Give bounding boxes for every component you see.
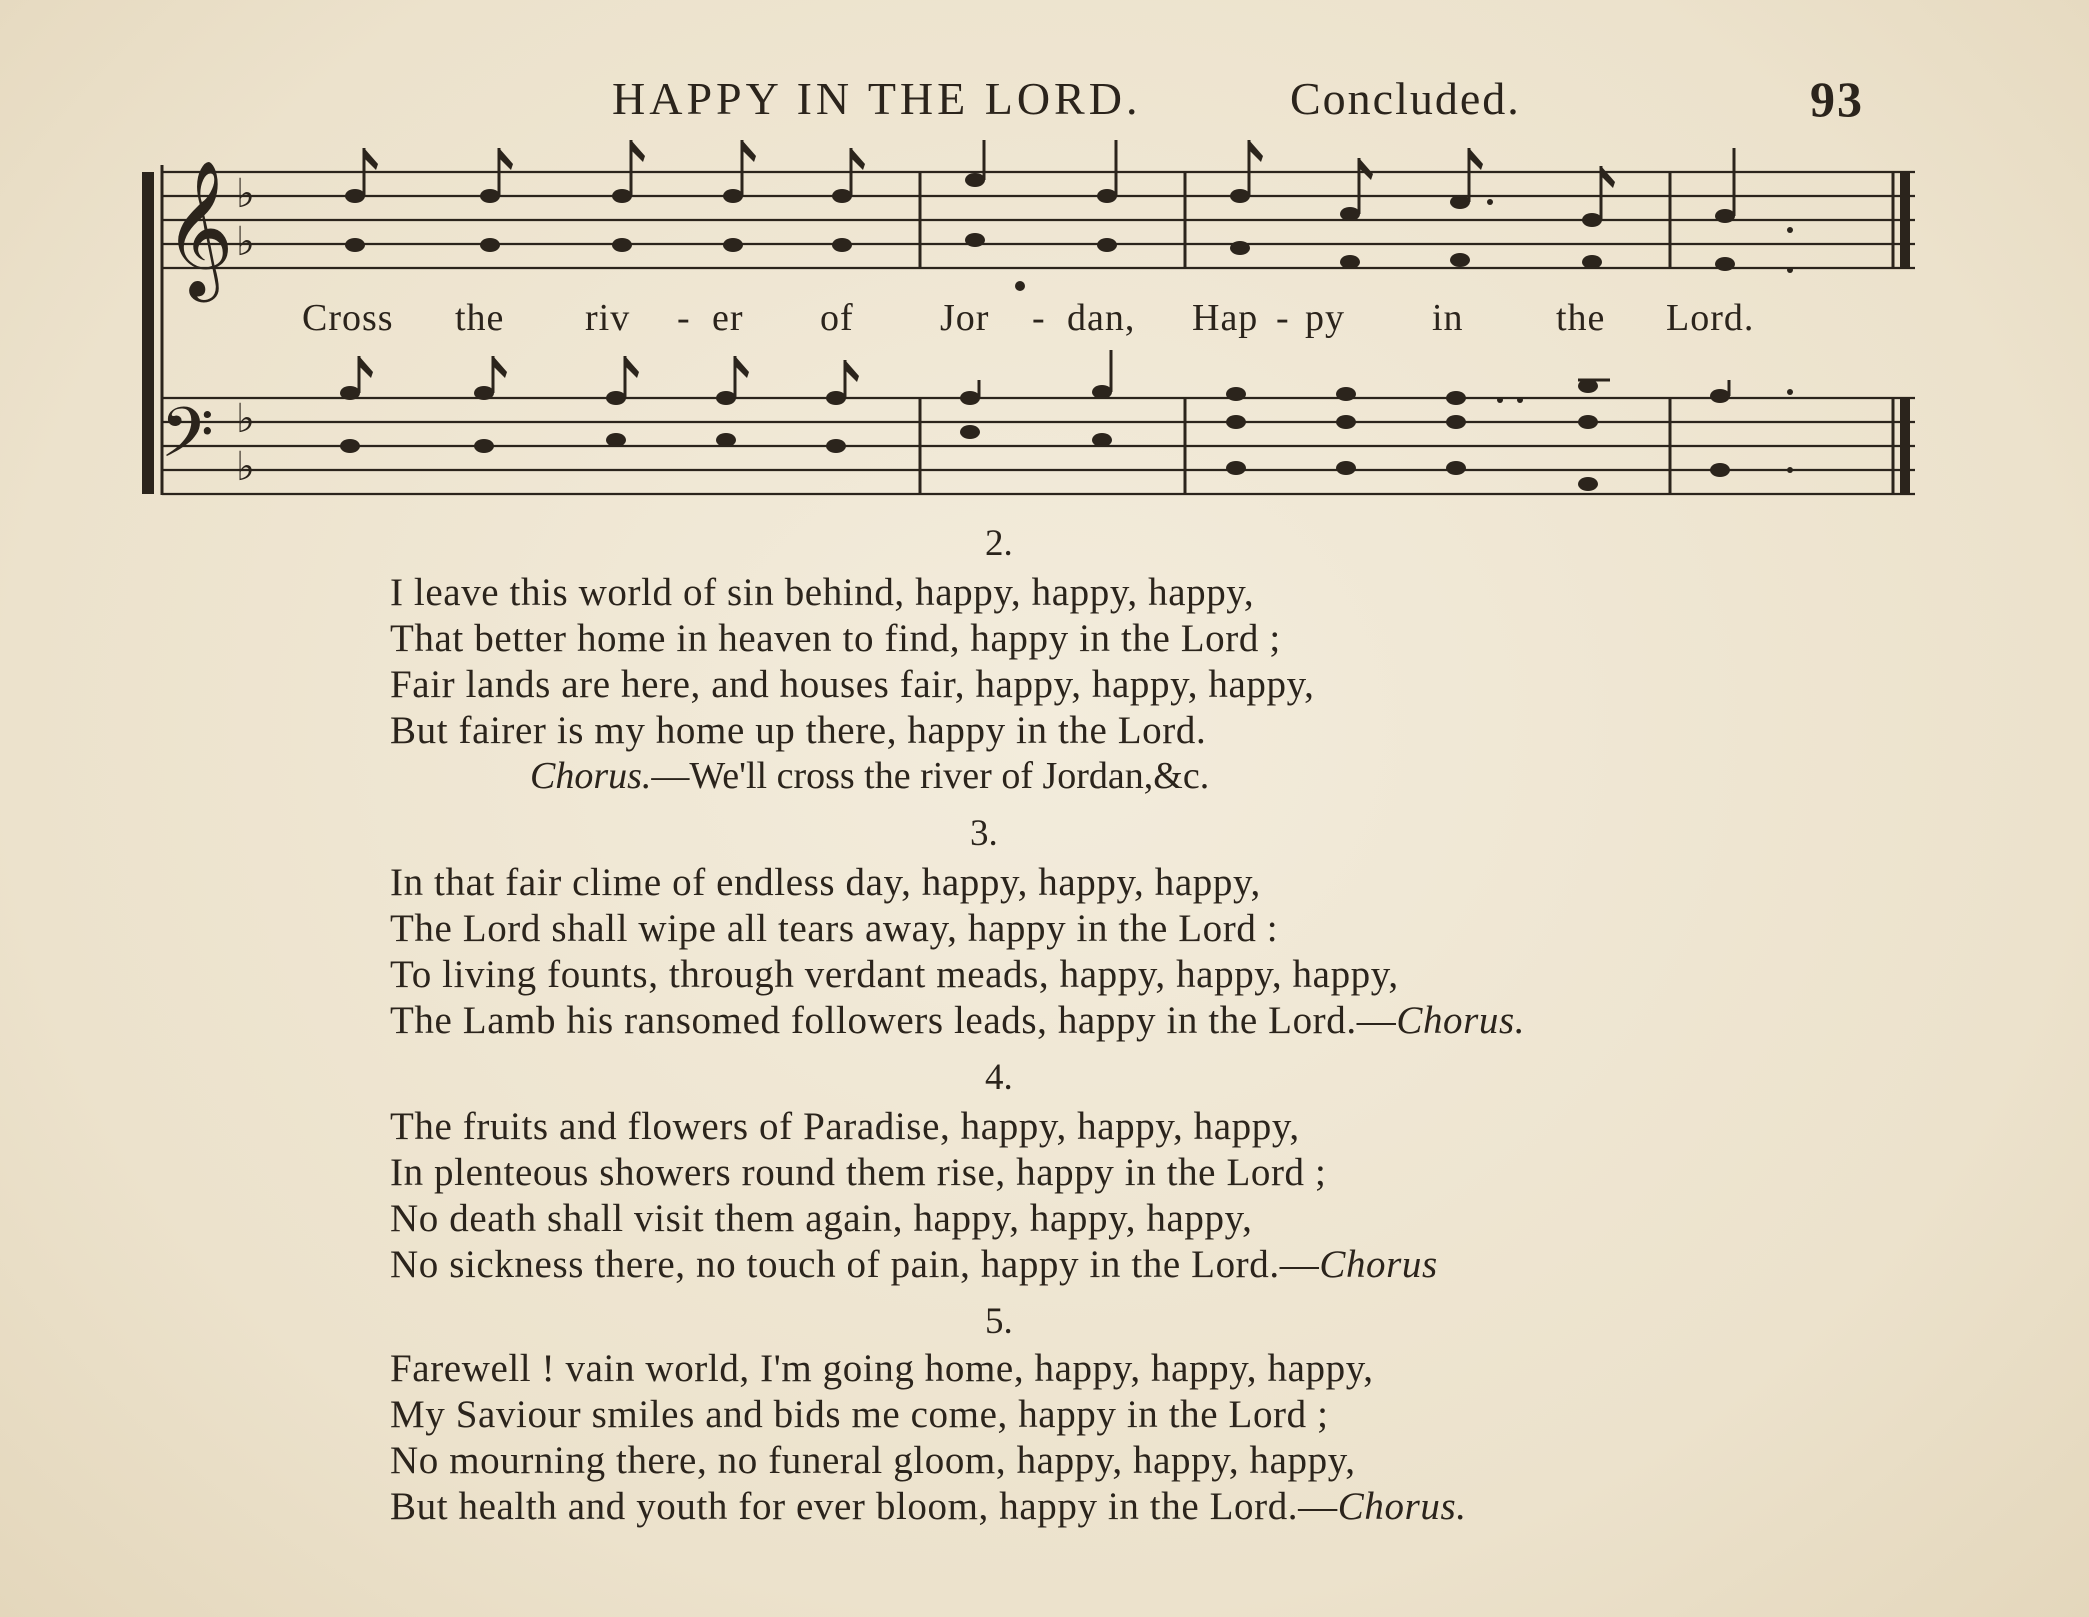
verse-line: That better home in heaven to find, happy in the Lord ; bbox=[390, 617, 1281, 660]
note bbox=[1340, 158, 1373, 269]
verse-number: 3. bbox=[970, 813, 998, 854]
note bbox=[1582, 166, 1615, 269]
note bbox=[340, 356, 373, 453]
treble-staff bbox=[162, 172, 1915, 268]
lyric-word: of bbox=[820, 297, 854, 339]
note bbox=[716, 356, 749, 447]
note bbox=[1336, 387, 1356, 475]
treble-flat-icon: ♭ bbox=[236, 219, 255, 265]
verse-number: 2. bbox=[985, 523, 1013, 564]
lyric-word: dan, bbox=[1067, 297, 1136, 339]
note bbox=[474, 356, 507, 453]
verse-line: The fruits and flowers of Paradise, happy, happy, happy, bbox=[390, 1105, 1300, 1148]
note bbox=[1450, 148, 1493, 267]
verse-line: To living founts, through verdant meads, happy, happy, happy, bbox=[390, 953, 1399, 996]
note bbox=[1710, 380, 1793, 477]
note bbox=[345, 148, 378, 252]
system-brace bbox=[142, 172, 154, 494]
chorus-label: Chorus. bbox=[1396, 999, 1526, 1042]
note bbox=[1578, 379, 1610, 491]
note bbox=[826, 360, 859, 453]
verse-line bbox=[390, 1484, 1467, 1529]
note bbox=[1230, 140, 1263, 255]
lyric-word: the bbox=[1556, 297, 1606, 339]
note bbox=[1446, 391, 1523, 475]
lyric-word: - bbox=[1276, 297, 1290, 339]
verse-line-text: No sickness there, no touch of pain, happy in the Lord.— bbox=[390, 1243, 1320, 1286]
verse-line: Farewell ! vain world, I'm going home, happy, happy, happy, bbox=[390, 1347, 1374, 1390]
lyric-word: Hap bbox=[1192, 297, 1259, 339]
verse-number: 5. bbox=[985, 1301, 1013, 1342]
bass-flat-icon: ♭ bbox=[236, 444, 255, 490]
lyric-word: - bbox=[677, 297, 691, 339]
lyric-word: the bbox=[455, 297, 505, 339]
verse-number: 4. bbox=[985, 1057, 1013, 1098]
verse-line-text: The Lamb his ransomed followers leads, happy in the Lord.— bbox=[390, 999, 1397, 1042]
lyric-word: er bbox=[712, 297, 744, 339]
note bbox=[960, 380, 980, 439]
chorus-label: Chorus bbox=[1319, 1243, 1438, 1286]
page-number: 93 bbox=[1810, 71, 1864, 127]
chorus-label: Chorus. bbox=[1337, 1485, 1467, 1528]
lyric-word: py bbox=[1305, 297, 1345, 339]
treble-clef-icon: 𝄞 bbox=[164, 158, 234, 296]
lyric-word: Cross bbox=[302, 297, 394, 339]
chorus-text: —We'll cross the river of Jordan,&c. bbox=[651, 755, 1210, 797]
music-score bbox=[0, 0, 2089, 520]
chorus-line bbox=[530, 754, 1209, 798]
bass-flat-icon: ♭ bbox=[236, 396, 255, 442]
note bbox=[965, 140, 985, 247]
lyric-word: - bbox=[1032, 297, 1046, 339]
hymn-subtitle: Concluded. bbox=[1290, 73, 1521, 124]
verse-line bbox=[390, 1242, 1438, 1287]
note bbox=[832, 148, 865, 252]
verse-line: No death shall visit them again, happy, happy, happy, bbox=[390, 1197, 1253, 1240]
verse-line: No mourning there, no funeral gloom, happy, happy, happy, bbox=[390, 1439, 1356, 1482]
final-barline-bass bbox=[1900, 398, 1910, 494]
bass-staff bbox=[162, 398, 1915, 494]
lyric-word: riv bbox=[585, 297, 631, 339]
final-barline-treble bbox=[1900, 172, 1910, 268]
note bbox=[606, 356, 639, 447]
note bbox=[1226, 387, 1246, 475]
lyric-word: Jor bbox=[940, 297, 990, 339]
verse-line: In plenteous showers round them rise, happy in the Lord ; bbox=[390, 1151, 1327, 1194]
verse-line: Fair lands are here, and houses fair, happy, happy, happy, bbox=[390, 663, 1315, 706]
lyric-word: in bbox=[1432, 297, 1464, 339]
verse-line: In that fair clime of endless day, happy, happy, happy, bbox=[390, 861, 1261, 904]
lyric-word: Lord. bbox=[1666, 297, 1755, 339]
treble-flat-icon: ♭ bbox=[236, 171, 255, 217]
note bbox=[480, 148, 513, 252]
verse-line: But fairer is my home up there, happy in the Lord. bbox=[390, 709, 1207, 752]
note bbox=[1097, 140, 1117, 252]
bass-clef-icon: 𝄢 bbox=[160, 392, 215, 490]
verse-line-text: But health and youth for ever bloom, happy in the Lord.— bbox=[390, 1485, 1338, 1528]
note bbox=[1715, 148, 1793, 273]
verse-line: My Saviour smiles and bids me come, happy in the Lord ; bbox=[390, 1393, 1329, 1436]
verse-line: I leave this world of sin behind, happy, happy, happy, bbox=[390, 571, 1255, 614]
verse-line bbox=[390, 998, 1525, 1043]
chorus-label: Chorus. bbox=[530, 755, 652, 797]
verse-line: The Lord shall wipe all tears away, happy in the Lord : bbox=[390, 907, 1279, 950]
hymn-title: HAPPY IN THE LORD. bbox=[612, 73, 1142, 124]
